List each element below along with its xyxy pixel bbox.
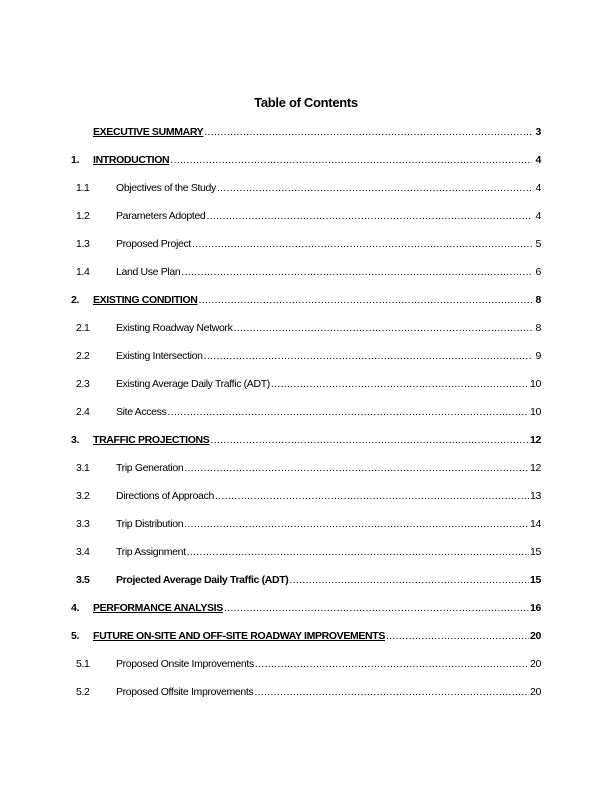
toc-entry-label: Trip Distribution — [116, 518, 184, 530]
toc-dot-leader — [204, 348, 532, 364]
toc-entry-page: 15 — [530, 546, 541, 558]
toc-entry-number: 2.4 — [76, 406, 90, 418]
toc-entry-page: 9 — [535, 350, 541, 362]
toc-entry-label: Proposed Offsite Improvements — [116, 686, 254, 698]
toc-dot-leader — [233, 320, 532, 336]
toc-entry-page: 12 — [530, 462, 541, 474]
toc-dot-leader — [210, 432, 529, 448]
toc-entry[interactable] — [71, 264, 541, 292]
toc-dot-leader — [255, 656, 529, 672]
toc-entry-label: Existing Roadway Network — [116, 322, 233, 334]
toc-entry-number: 4. — [71, 602, 80, 614]
toc-dot-leader — [224, 600, 529, 616]
toc-entry-number: 1.3 — [76, 238, 90, 250]
toc-dot-leader — [184, 516, 529, 532]
toc-entry-page: 5 — [535, 238, 541, 250]
toc-dot-leader — [167, 404, 529, 420]
toc-dot-leader — [170, 152, 532, 168]
toc-entry-number: 5.1 — [76, 658, 90, 670]
toc-entry-page: 13 — [530, 490, 541, 502]
toc-entry-page: 4 — [535, 182, 541, 194]
toc-entry-label: Land Use Plan — [116, 266, 181, 278]
toc-entry-number: 1.1 — [76, 182, 90, 194]
toc-entry-number: 2.1 — [76, 322, 90, 334]
toc-entry-page: 3 — [535, 126, 541, 138]
toc-entry-number: 3.3 — [76, 518, 90, 530]
toc-entry[interactable] — [71, 348, 541, 376]
toc-dot-leader — [192, 236, 532, 252]
toc-entry-page: 20 — [530, 686, 541, 698]
toc-entry-label: PERFORMANCE ANALYSIS — [93, 602, 223, 614]
toc-entry[interactable] — [71, 404, 541, 432]
toc-entry-label: Parameters Adopted — [116, 210, 206, 222]
toc-dot-leader — [204, 124, 532, 140]
toc-dot-leader — [187, 544, 529, 560]
toc-entry[interactable] — [71, 460, 541, 488]
toc-entry[interactable] — [71, 236, 541, 264]
toc-entry-page: 8 — [535, 322, 541, 334]
toc-entry-page: 10 — [530, 406, 541, 418]
toc-entry-label: EXECUTIVE SUMMARY — [93, 126, 204, 138]
toc-entry[interactable] — [71, 320, 541, 348]
toc-entry-label: Trip Assignment — [116, 546, 186, 558]
toc-entry[interactable] — [71, 516, 541, 544]
toc-entry-number: 2. — [71, 294, 80, 306]
toc-entry-number: 3.1 — [76, 462, 90, 474]
toc-entry-label: INTRODUCTION — [93, 154, 170, 166]
toc-dot-leader — [181, 264, 532, 280]
toc-entry-number: 1. — [71, 154, 80, 166]
toc-entry-label: TRAFFIC PROJECTIONS — [93, 434, 210, 446]
toc-entry-label: EXISTING CONDITION — [93, 294, 198, 306]
toc-entry-number: 3.2 — [76, 490, 90, 502]
toc-entry[interactable] — [71, 684, 541, 712]
toc-entry-page: 6 — [535, 266, 541, 278]
toc-entry-number: 1.2 — [76, 210, 90, 222]
toc-entry-number: 3. — [71, 434, 80, 446]
toc-entry-page: 15 — [530, 574, 541, 586]
toc-entry-page: 4 — [535, 210, 541, 222]
toc-dot-leader — [184, 460, 529, 476]
toc-entry[interactable] — [71, 432, 541, 460]
toc-dot-leader — [215, 488, 529, 504]
toc-entry-label: Trip Generation — [116, 462, 184, 474]
toc-entry-label: Existing Average Daily Traffic (ADT) — [116, 378, 270, 390]
toc-entry[interactable] — [71, 152, 541, 180]
toc-entry-number: 1.4 — [76, 266, 90, 278]
toc-entry[interactable] — [71, 180, 541, 208]
toc-dot-leader — [289, 572, 529, 588]
toc-entry-page: 4 — [535, 154, 541, 166]
toc-entry-label: Proposed Project — [116, 238, 191, 250]
toc-entry[interactable] — [71, 656, 541, 684]
toc-entry[interactable] — [71, 376, 541, 404]
toc-dot-leader — [386, 628, 529, 644]
toc-entry-number: 2.3 — [76, 378, 90, 390]
toc-entry-number: 5. — [71, 630, 80, 642]
toc-entry-page: 8 — [535, 294, 541, 306]
toc-entry-page: 10 — [530, 378, 541, 390]
toc-entry[interactable] — [71, 208, 541, 236]
toc-entry-page: 16 — [530, 602, 541, 614]
toc-entry[interactable] — [71, 488, 541, 516]
toc-entry[interactable] — [71, 572, 541, 600]
toc-entry-label: Projected Average Daily Traffic (ADT) — [116, 574, 289, 586]
toc-entry[interactable] — [71, 292, 541, 320]
toc-entry-page: 14 — [530, 518, 541, 530]
toc-entry-page: 12 — [530, 434, 541, 446]
toc-entry-number: 3.4 — [76, 546, 90, 558]
toc-entry-label: Site Access — [116, 406, 167, 418]
toc-dot-leader — [206, 208, 532, 224]
toc-list — [71, 124, 541, 712]
toc-entry-page: 20 — [530, 658, 541, 670]
toc-entry-number: 3.5 — [76, 574, 90, 586]
toc-dot-leader — [271, 376, 529, 392]
toc-dot-leader — [199, 292, 532, 308]
toc-entry-label: Proposed Onsite Improvements — [116, 658, 254, 670]
toc-entry-number: 5.2 — [76, 686, 90, 698]
toc-entry-label: Existing Intersection — [116, 350, 203, 362]
toc-entry[interactable] — [71, 124, 541, 152]
toc-entry-number: 2.2 — [76, 350, 90, 362]
toc-dot-leader — [254, 684, 529, 700]
toc-entry-label: Objectives of the Study — [116, 182, 216, 194]
toc-dot-leader — [217, 180, 532, 196]
toc-entry[interactable] — [71, 600, 541, 628]
toc-entry[interactable] — [71, 544, 541, 572]
toc-entry-page: 20 — [530, 630, 541, 642]
toc-title: Table of Contents — [254, 95, 358, 110]
toc-entry[interactable] — [71, 628, 541, 656]
toc-entry-label: Directions of Approach — [116, 490, 214, 502]
toc-entry-label: FUTURE ON-SITE AND OFF-SITE ROADWAY IMPROVEMENTS — [93, 630, 385, 642]
